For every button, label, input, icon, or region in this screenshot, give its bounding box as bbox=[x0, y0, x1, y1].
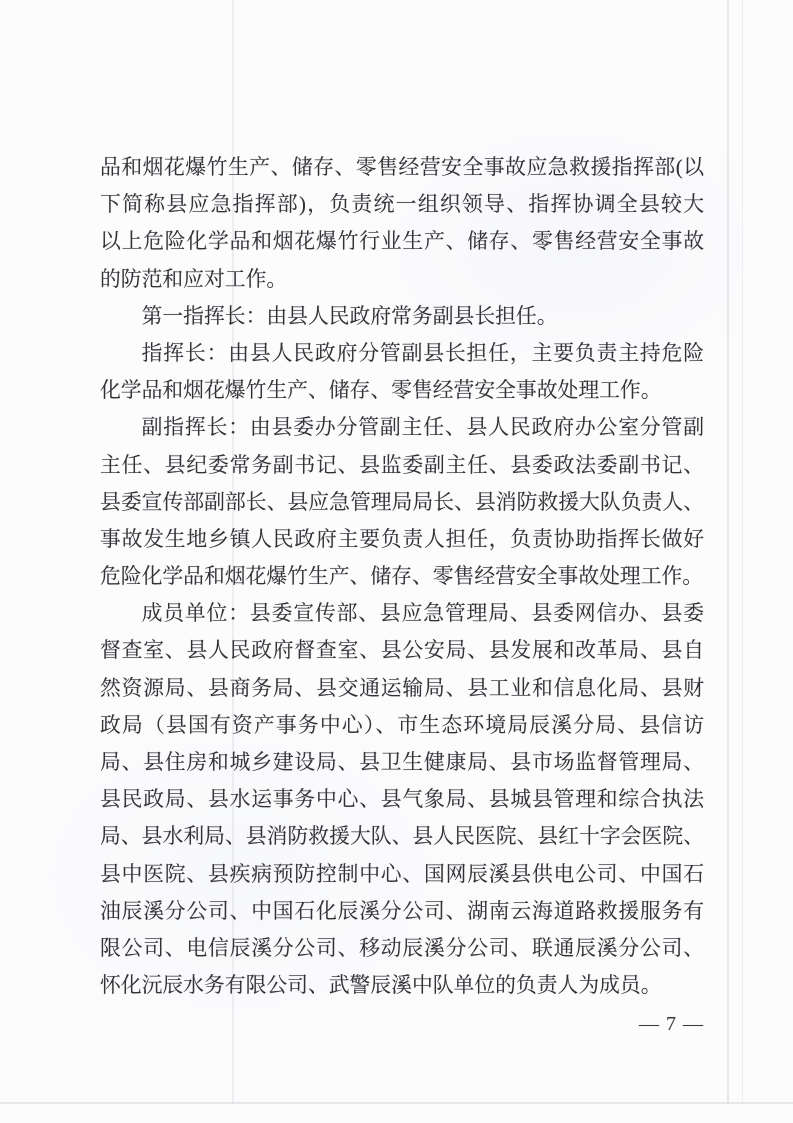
text-line: 事故发生地乡镇人民政府主要负责人担任，负责协助指挥长做好 bbox=[100, 527, 704, 551]
text-line: 县民政局、县水运事务中心、县气象局、县城县管理和综合执法 bbox=[100, 788, 704, 812]
text-line: 主任、县纪委常务副书记、县监委副主任、县委政法委副书记、 bbox=[100, 453, 704, 477]
text-line: 怀化沅辰水务有限公司、武警辰溪中队单位的负责人为成员。 bbox=[100, 974, 662, 998]
text-line: 副指挥长：由县委办分管副主任、县人民政府办公室分管副 bbox=[141, 416, 704, 440]
scan-edge-line-outer bbox=[742, 0, 743, 1104]
text-line: 县委宣传部副部长、县应急管理局局长、县消防救援大队负责人、 bbox=[100, 490, 704, 514]
text-line: 危险化学品和烟花爆竹生产、储存、零售经营安全事故处理工作。 bbox=[100, 565, 704, 589]
document-body bbox=[100, 149, 704, 1004]
paragraph-2 bbox=[100, 298, 704, 335]
text-line: 化学品和烟花爆竹生产、储存、零售经营安全事故处理工作。 bbox=[100, 379, 662, 403]
text-line: 的防范和应对工作。 bbox=[100, 267, 288, 291]
scan-bottom-edge bbox=[0, 1102, 793, 1104]
text-line: 成员单位：县委宣传部、县应急管理局、县委网信办、县委 bbox=[141, 602, 704, 626]
paragraph-4 bbox=[100, 409, 704, 595]
paragraph-1 bbox=[100, 149, 704, 298]
text-line: 品和烟花爆竹生产、储存、零售经营安全事故应急救援指挥部(以 bbox=[100, 156, 704, 179]
text-line: 政局（县国有资产事务中心）、市生态环境局辰溪分局、县信访 bbox=[100, 713, 704, 737]
page-number: — 7 — bbox=[639, 1013, 704, 1035]
text-line: 油辰溪分公司、中国石化辰溪分公司、湖南云海道路救援服务有 bbox=[100, 899, 704, 923]
text-line: 下简称县应急指挥部)，负责统一组织领导、指挥协调全县较大 bbox=[100, 193, 704, 217]
text-line: 局、县水利局、县消防救援大队、县人民医院、县红十字会医院、 bbox=[100, 825, 704, 849]
text-line: 指挥长：由县人民政府分管副县长担任，主要负责主持危险 bbox=[141, 341, 704, 365]
paragraph-5 bbox=[100, 595, 704, 1004]
paragraph-3 bbox=[100, 335, 704, 409]
text-line: 然资源局、县商务局、县交通运输局、县工业和信息化局、县财 bbox=[100, 676, 704, 700]
text-line: 以上危险化学品和烟花爆竹行业生产、储存、零售经营安全事故 bbox=[100, 230, 704, 254]
text-line: 第一指挥长：由县人民政府常务副县长担任。 bbox=[141, 304, 558, 328]
text-line: 督查室、县人民政府督查室、县公安局、县发展和改革局、县自 bbox=[100, 639, 704, 663]
text-line: 县中医院、县疾病预防控制中心、国网辰溪县供电公司、中国石 bbox=[100, 862, 704, 886]
text-line: 限公司、电信辰溪分公司、移动辰溪分公司、联通辰溪分公司、 bbox=[100, 936, 704, 960]
text-line: 局、县住房和城乡建设局、县卫生健康局、县市场监督管理局、 bbox=[100, 751, 704, 774]
scan-edge-line bbox=[727, 0, 729, 1104]
